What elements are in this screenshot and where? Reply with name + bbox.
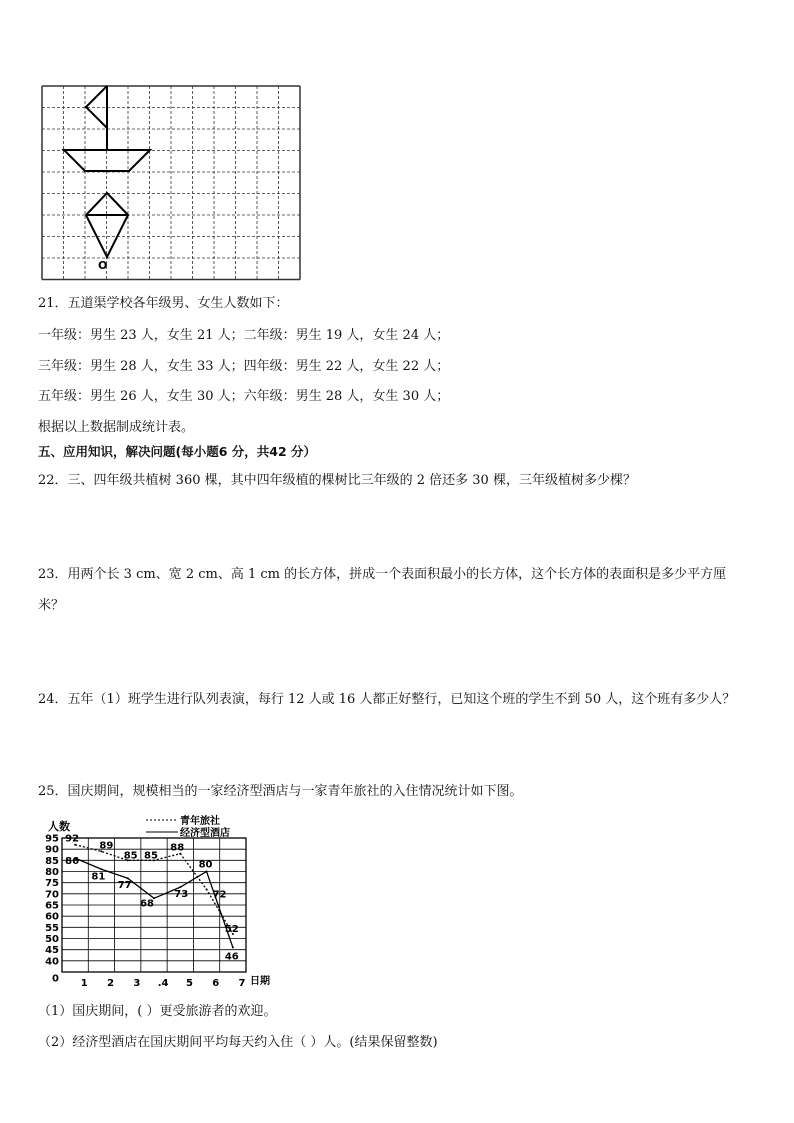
data-point xyxy=(206,871,208,873)
q21-intro: 21．五道渠学校各年级男、女生人数如下： xyxy=(38,296,289,311)
data-point xyxy=(232,946,234,948)
data-label: 77 xyxy=(117,880,132,892)
data-point xyxy=(179,886,181,888)
y-tick-label: 65 xyxy=(45,900,59,912)
q23-text-line1: 23．用两个长 3 cm、宽 2 cm、高 1 cm 的长方体，拼成一个表面积最小的长方体，这个长方体的表面积是多少平方厘 xyxy=(38,567,727,582)
legend-label: 经济型酒店 xyxy=(180,828,230,839)
data-label: 86 xyxy=(65,856,80,868)
q24-text: 24．五年（1）班学生进行队列表演，每行 12 人或 16 人都正好整行，已知这个班的学生不到 50 人，这个班有多少人？ xyxy=(38,692,736,707)
grid-lines xyxy=(42,86,300,280)
data-label: 52 xyxy=(224,924,239,936)
occupancy-line-chart xyxy=(38,812,278,992)
x-tick-label: .4 xyxy=(157,978,169,989)
y-tick-label: 55 xyxy=(45,922,59,934)
data-label: 81 xyxy=(91,871,106,883)
data-label: 80 xyxy=(198,859,213,871)
y-tick-label: 45 xyxy=(45,945,59,957)
y-tick-label: 95 xyxy=(45,833,59,845)
y-tick-label: 70 xyxy=(45,889,59,901)
section5-heading: 五、应用知识，解决问题(每小题6 分，共42 分） xyxy=(38,444,317,459)
data-point xyxy=(206,888,208,890)
y-axis-label: 人数 xyxy=(48,820,70,833)
q23-text-line2: 米？ xyxy=(38,598,65,613)
y-tick-label: 60 xyxy=(45,911,59,923)
kite-shape xyxy=(86,193,128,257)
y-tick-label: 50 xyxy=(45,934,59,945)
y-tick-label: 80 xyxy=(45,867,59,878)
y-tick-label: 85 xyxy=(45,855,59,867)
q25-text: 25．国庆期间，规模相当的一家经济型酒店与一家青年旅社的入住情况统计如下图。 xyxy=(38,784,523,799)
data-label: 46 xyxy=(224,951,239,963)
data-label: 72 xyxy=(212,889,227,901)
q22-text: 22．三、四年级共植树 360 棵，其中四年级植的棵树比三年级的 2 倍还多 30 棵，三年级植树多少棵？ xyxy=(38,473,636,488)
x-tick-label: 3 xyxy=(133,978,141,989)
origin-label: O xyxy=(98,259,108,272)
data-label: 73 xyxy=(174,889,189,901)
y-tick-label: 90 xyxy=(45,844,59,856)
data-point xyxy=(127,877,129,879)
q21-row2: 三年级：男生 28 人，女生 33 人；四年级：男生 22 人，女生 22 人； xyxy=(38,359,450,374)
boat-shape xyxy=(64,86,150,171)
x-tick-label: 7 xyxy=(238,978,246,989)
q25-sub2: （2）经济型酒店在国庆期间平均每天约入住（ ）人。(结果保留整数) xyxy=(38,1035,438,1050)
data-label: 68 xyxy=(140,898,154,910)
y-tick-label: 0 xyxy=(52,973,59,985)
legend-label: 青年旅社 xyxy=(180,816,220,827)
x-tick-label: 1 xyxy=(80,978,88,989)
y-tick-label: 40 xyxy=(45,956,59,968)
data-label: 85 xyxy=(144,850,158,862)
data-label: 88 xyxy=(170,842,185,854)
x-axis-label: 日期 xyxy=(250,976,270,987)
grid-figure xyxy=(40,84,304,284)
q25-sub1: （1）国庆期间，( ）更受旅游者的欢迎。 xyxy=(38,1004,277,1019)
q21-row3: 五年级：男生 26 人，女生 30 人；六年级：男生 28 人，女生 30 人； xyxy=(38,389,450,404)
x-tick-label: 6 xyxy=(212,978,220,989)
data-point xyxy=(100,868,102,870)
data-label: 85 xyxy=(123,850,138,862)
q21-row1: 一年级：男生 23 人，女生 21 人；二年级：男生 19 人，女生 24 人； xyxy=(38,328,450,343)
q21-task: 根据以上数据制成统计表。 xyxy=(38,420,195,435)
x-tick-label: 2 xyxy=(107,978,115,989)
x-tick-label: 5 xyxy=(185,978,193,989)
data-label: 89 xyxy=(99,840,114,852)
data-label: 92 xyxy=(65,833,80,845)
y-tick-label: 75 xyxy=(45,878,59,890)
